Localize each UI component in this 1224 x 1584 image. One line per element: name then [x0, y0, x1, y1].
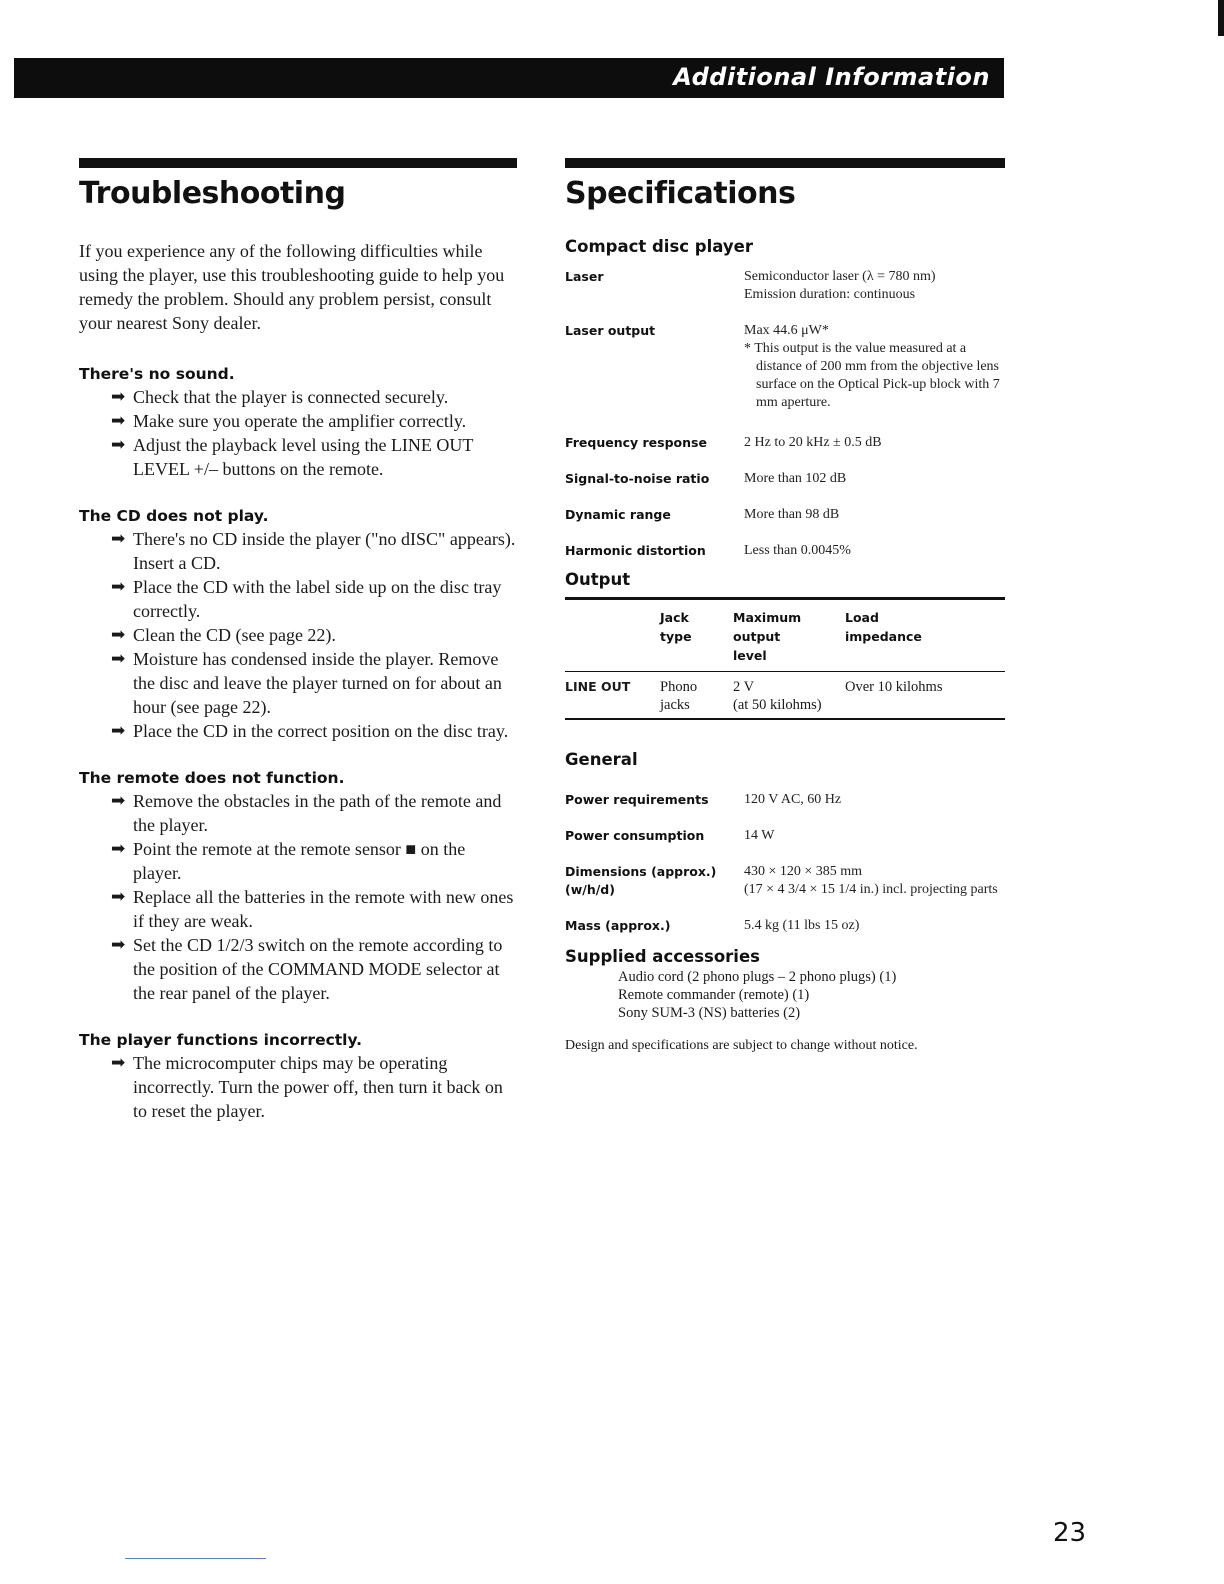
arrow-icon: ➡	[111, 435, 126, 455]
list-item: ➡ Check that the player is connected securely.	[111, 387, 449, 407]
heading-rule	[565, 158, 1005, 168]
trouble-heading: There's no sound.	[79, 365, 235, 383]
spec-heading: Output	[565, 570, 631, 589]
output-section	[565, 570, 1005, 720]
list-item: ➡ Place the CD in the correct position on the disc tray.	[111, 721, 509, 741]
general-section	[565, 750, 1005, 935]
spec-row-distortion: Harmonic distortion Less than 0.0045%	[565, 543, 851, 558]
cd-player-section	[565, 237, 1005, 560]
trouble-section-cd-not-play	[79, 507, 517, 743]
list-item: ➡ The microcomputer chips may be operating incorrectly. Turn the power off, then turn it back on to reset the player.	[111, 1053, 503, 1121]
arrow-icon: ➡	[111, 387, 126, 407]
arrow-icon: ➡	[111, 411, 126, 431]
list-item: ➡ Adjust the playback level using the LINE OUT LEVEL +/– buttons on the remote.	[111, 435, 474, 479]
list-item: Sony SUM-3 (NS) batteries (2)	[618, 1005, 801, 1021]
table-row: LINE OUT Phono jacks 2 V (at 50 kilohms) Over 10 kilohms	[565, 672, 1005, 720]
trouble-section-remote	[79, 769, 517, 1005]
arrow-icon: ➡	[111, 721, 126, 741]
list-item: ➡ Make sure you operate the amplifier correctly.	[111, 411, 467, 431]
section-header-band	[14, 58, 1004, 98]
spec-row-laser: Laser Semiconductor laser (λ = 780 nm) Emission duration: continuous	[565, 269, 936, 302]
spec-heading: Compact disc player	[565, 237, 753, 256]
arrow-icon: ➡	[111, 529, 126, 549]
arrow-icon: ➡	[111, 1053, 126, 1073]
list-item: ➡ Clean the CD (see page 22).	[111, 625, 336, 645]
spec-heading: Supplied accessories	[565, 947, 760, 966]
spec-heading: General	[565, 750, 638, 769]
accessories-section	[565, 947, 1005, 1022]
spec-row-laser-output: Laser output Max 44.6 μW* * This output is the value measured at a distance of 200 mm from the objective lens surface on the Optical Pick-up block with 7 mm aperture.	[565, 323, 1000, 410]
spec-row-power-cons: Power consumption 14 W	[565, 828, 775, 843]
troubleshooting-column	[79, 158, 517, 1123]
list-item: Audio cord (2 phono plugs – 2 phono plugs) (1)	[618, 969, 897, 985]
divider	[125, 1558, 266, 1559]
arrow-icon: ➡	[111, 791, 126, 811]
trouble-heading: The player functions incorrectly.	[79, 1031, 363, 1049]
list-item: ➡ Place the CD with the label side up on the disc tray correctly.	[111, 577, 502, 621]
output-table	[565, 597, 1005, 720]
trouble-heading: The CD does not play.	[79, 507, 269, 525]
section-header-title: Additional Information	[673, 63, 990, 91]
spec-row-dimensions: Dimensions (approx.) (w/h/d) 430 × 120 × 385 mm (17 × 4 3/4 × 15 1/4 in.) incl. projecting parts	[565, 864, 998, 897]
list-item: Remote commander (remote) (1)	[618, 987, 810, 1003]
page-number: 23	[1053, 1518, 1087, 1548]
list-item: ➡ There's no CD inside the player ("no dISC" appears). Insert a CD.	[111, 529, 516, 573]
heading-rule	[79, 158, 517, 168]
table-header-row: Jack type Maximum output level Load impedance	[565, 599, 1005, 672]
trouble-section-no-sound	[79, 365, 517, 481]
list-item: ➡ Moisture has condensed inside the player. Remove the disc and leave the player turned on for about an hour (see page 22).	[111, 649, 502, 717]
specifications-title: Specifications	[565, 176, 796, 211]
specifications-column	[565, 158, 1005, 1054]
list-item: ➡ Replace all the batteries in the remote with new ones if they are weak.	[111, 887, 514, 931]
spec-row-frequency: Frequency response 2 Hz to 20 kHz ± 0.5 dB	[565, 435, 882, 450]
troubleshooting-title: Troubleshooting	[79, 176, 346, 211]
spec-row-power-req: Power requirements 120 V AC, 60 Hz	[565, 792, 842, 807]
list-item: ➡ Set the CD 1/2/3 switch on the remote according to the position of the COMMAND MODE selector at the rear panel of the player.	[111, 935, 503, 1003]
arrow-icon: ➡	[111, 577, 126, 597]
trouble-section-incorrect	[79, 1031, 517, 1123]
edge-mark	[1218, 0, 1224, 36]
arrow-icon: ➡	[111, 935, 126, 955]
arrow-icon: ➡	[111, 625, 126, 645]
spec-row-dynamic-range: Dynamic range More than 98 dB	[565, 507, 840, 522]
arrow-icon: ➡	[111, 649, 126, 669]
list-item: ➡ Remove the obstacles in the path of the remote and the player.	[111, 791, 502, 835]
arrow-icon: ➡	[111, 887, 126, 907]
troubleshooting-intro: If you experience any of the following difficulties while using the player, use this troubleshooting guide to help you remedy the problem. Should any problem persist, consult your nearest Sony dealer.	[79, 241, 505, 333]
spec-row-snr: Signal-to-noise ratio More than 102 dB	[565, 471, 847, 486]
arrow-icon: ➡	[111, 839, 126, 859]
spec-row-mass: Mass (approx.) 5.4 kg (11 lbs 15 oz)	[565, 918, 860, 933]
trouble-heading: The remote does not function.	[79, 769, 345, 787]
spec-footnote: Design and specifications are subject to change without notice.	[565, 1038, 918, 1053]
list-item: ➡ Point the remote at the remote sensor ■ on the player.	[111, 839, 466, 883]
